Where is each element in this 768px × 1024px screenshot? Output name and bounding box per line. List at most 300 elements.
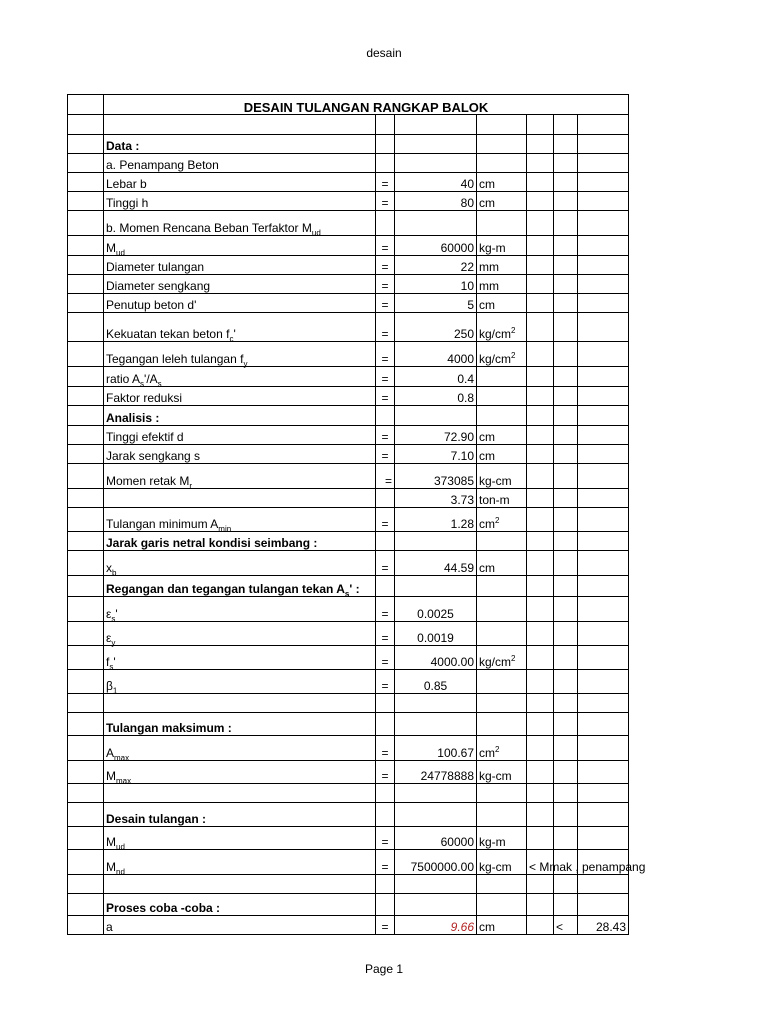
cell-h[interactable]	[578, 275, 629, 294]
row-label[interactable]	[104, 236, 376, 256]
cell-f[interactable]	[527, 313, 554, 342]
unit-cell[interactable]	[477, 154, 527, 173]
cell-g[interactable]	[554, 784, 578, 803]
cell-h[interactable]	[578, 294, 629, 313]
unit-cell[interactable]	[477, 576, 527, 597]
cell-unit[interactable]	[477, 875, 527, 894]
cell-value[interactable]	[395, 784, 477, 803]
value-cell[interactable]	[395, 236, 477, 256]
cell-h[interactable]	[578, 576, 629, 597]
cell-a[interactable]	[68, 367, 104, 387]
value-cell[interactable]	[395, 489, 477, 508]
cell-f[interactable]	[527, 894, 554, 916]
cell-a[interactable]	[68, 508, 104, 532]
cell-f[interactable]	[527, 211, 554, 236]
cell-f[interactable]	[527, 576, 554, 597]
cell-a[interactable]	[68, 736, 104, 761]
value-cell[interactable]	[395, 342, 477, 367]
cell-g[interactable]: <	[554, 916, 578, 935]
value-cell[interactable]	[395, 597, 477, 622]
cell-h[interactable]	[578, 597, 629, 622]
cell-a[interactable]	[68, 192, 104, 211]
cell-h[interactable]	[578, 622, 629, 646]
cell-f[interactable]	[527, 173, 554, 192]
cell-value[interactable]	[395, 875, 477, 894]
unit-cell[interactable]	[477, 850, 527, 875]
equals-cell[interactable]	[376, 406, 395, 426]
cell-a[interactable]	[68, 313, 104, 342]
cell-h[interactable]	[578, 464, 629, 489]
equals-cell[interactable]: =	[376, 508, 395, 532]
cell-a[interactable]	[68, 646, 104, 670]
unit-cell[interactable]	[477, 294, 527, 313]
cell-g[interactable]	[554, 135, 578, 154]
value-cell[interactable]	[395, 622, 477, 646]
cell-h[interactable]	[578, 236, 629, 256]
equals-cell[interactable]: =	[376, 313, 395, 342]
value-cell[interactable]	[395, 464, 477, 489]
value-cell[interactable]	[395, 387, 477, 406]
value-cell[interactable]	[395, 367, 477, 387]
cell-f[interactable]	[527, 784, 554, 803]
cell-g[interactable]	[554, 115, 578, 135]
cell-a[interactable]	[68, 576, 104, 597]
cell-f[interactable]	[527, 406, 554, 426]
cell-g[interactable]	[554, 736, 578, 761]
cell-h[interactable]	[578, 154, 629, 173]
unit-cell[interactable]	[477, 670, 527, 694]
equals-cell[interactable]: =	[376, 426, 395, 445]
cell-value[interactable]	[395, 694, 477, 713]
cell-h[interactable]	[578, 761, 629, 784]
row-label[interactable]	[104, 916, 376, 935]
cell-h[interactable]	[578, 875, 629, 894]
cell-g[interactable]	[554, 713, 578, 736]
cell-h[interactable]	[578, 445, 629, 464]
cell-h[interactable]	[578, 736, 629, 761]
cell-f[interactable]	[527, 294, 554, 313]
row-label[interactable]	[104, 489, 376, 508]
equals-cell[interactable]	[376, 803, 395, 827]
row-label[interactable]	[104, 313, 376, 342]
cell-f[interactable]	[527, 154, 554, 173]
value-cell[interactable]	[395, 670, 477, 694]
unit-cell[interactable]	[477, 508, 527, 532]
cell-g[interactable]	[554, 294, 578, 313]
cell-a[interactable]	[68, 694, 104, 713]
equals-cell[interactable]: =	[376, 367, 395, 387]
value-cell[interactable]	[395, 803, 477, 827]
value-cell[interactable]	[395, 154, 477, 173]
cell-g[interactable]	[554, 532, 578, 551]
cell-g[interactable]	[554, 489, 578, 508]
value-cell[interactable]	[395, 827, 477, 850]
cell-a[interactable]	[68, 622, 104, 646]
cell-h[interactable]	[578, 489, 629, 508]
value-cell[interactable]	[395, 275, 477, 294]
cell-g[interactable]	[554, 173, 578, 192]
equals-cell[interactable]	[376, 154, 395, 173]
equals-cell[interactable]: =	[376, 464, 395, 489]
cell-h[interactable]	[578, 694, 629, 713]
equals-cell[interactable]	[376, 894, 395, 916]
cell-a[interactable]	[68, 551, 104, 576]
unit-cell[interactable]	[477, 342, 527, 367]
cell-g[interactable]	[554, 464, 578, 489]
unit-cell[interactable]	[477, 464, 527, 489]
unit-cell[interactable]	[477, 256, 527, 275]
cell-g[interactable]	[554, 761, 578, 784]
equals-cell[interactable]	[376, 489, 395, 508]
sheet-title[interactable]: DESAIN TULANGAN RANGKAP BALOK	[104, 95, 629, 115]
cell-value[interactable]	[395, 115, 477, 135]
unit-cell[interactable]	[477, 275, 527, 294]
equals-cell[interactable]	[376, 211, 395, 236]
unit-cell[interactable]	[477, 489, 527, 508]
cell-a[interactable]	[68, 784, 104, 803]
cell-a[interactable]	[68, 464, 104, 489]
cell-a[interactable]	[68, 803, 104, 827]
unit-cell[interactable]	[477, 426, 527, 445]
cell-g[interactable]	[554, 342, 578, 367]
cell-h[interactable]	[578, 367, 629, 387]
cell-f[interactable]	[527, 761, 554, 784]
unit-cell[interactable]	[477, 192, 527, 211]
unit-cell[interactable]	[477, 803, 527, 827]
value-cell[interactable]	[395, 761, 477, 784]
cell-a[interactable]	[68, 173, 104, 192]
equals-cell[interactable]: =	[376, 646, 395, 670]
cell-a[interactable]	[68, 294, 104, 313]
cell-h[interactable]	[578, 784, 629, 803]
row-label[interactable]	[104, 551, 376, 576]
cell-h[interactable]: 28.43	[578, 916, 629, 935]
value-cell[interactable]	[395, 894, 477, 916]
cell-h[interactable]	[578, 803, 629, 827]
cell-h[interactable]	[578, 827, 629, 850]
equals-cell[interactable]: =	[376, 256, 395, 275]
cell-h[interactable]	[578, 551, 629, 576]
cell-f[interactable]	[527, 670, 554, 694]
cell-f[interactable]	[527, 115, 554, 135]
cell-f[interactable]	[527, 850, 646, 875]
row-label[interactable]	[104, 342, 376, 367]
cell-f[interactable]	[527, 532, 554, 551]
row-label[interactable]	[104, 827, 376, 850]
equals-cell[interactable]	[376, 135, 395, 154]
cell-eq[interactable]	[376, 115, 395, 135]
equals-cell[interactable]	[376, 532, 395, 551]
cell-g[interactable]	[554, 154, 578, 173]
cell-a[interactable]	[68, 115, 104, 135]
unit-cell[interactable]	[477, 211, 527, 236]
cell-f[interactable]	[527, 387, 554, 406]
cell-a[interactable]	[68, 894, 104, 916]
cell-f[interactable]	[527, 736, 554, 761]
unit-cell[interactable]	[477, 135, 527, 154]
row-label[interactable]	[104, 576, 376, 597]
cell-f[interactable]	[527, 694, 554, 713]
value-cell[interactable]	[395, 532, 477, 551]
unit-cell[interactable]	[477, 313, 527, 342]
cell-g[interactable]	[554, 875, 578, 894]
unit-cell[interactable]	[477, 713, 527, 736]
cell-g[interactable]	[554, 508, 578, 532]
row-label[interactable]	[104, 173, 376, 192]
equals-cell[interactable]: =	[376, 736, 395, 761]
row-label[interactable]	[104, 387, 376, 406]
cell-a[interactable]	[68, 713, 104, 736]
cell-g[interactable]	[554, 622, 578, 646]
cell-a[interactable]	[68, 761, 104, 784]
value-cell[interactable]	[395, 713, 477, 736]
unit-cell[interactable]	[477, 646, 527, 670]
equals-cell[interactable]: =	[376, 622, 395, 646]
cell-g[interactable]	[554, 426, 578, 445]
cell-a[interactable]	[68, 211, 104, 236]
cell-a[interactable]	[68, 236, 104, 256]
cell-a[interactable]	[68, 154, 104, 173]
row-label[interactable]	[104, 646, 376, 670]
cell-f[interactable]	[527, 275, 554, 294]
unit-cell[interactable]	[477, 445, 527, 464]
value-cell[interactable]	[395, 313, 477, 342]
unit-cell[interactable]	[477, 173, 527, 192]
equals-cell[interactable]	[376, 576, 395, 597]
cell-f[interactable]	[527, 426, 554, 445]
cell-g[interactable]	[554, 894, 578, 916]
equals-cell[interactable]: =	[376, 597, 395, 622]
value-cell[interactable]	[395, 211, 477, 236]
row-label[interactable]	[104, 622, 376, 646]
unit-cell[interactable]	[477, 387, 527, 406]
unit-cell[interactable]	[477, 827, 527, 850]
cell-f[interactable]	[527, 236, 554, 256]
cell-a[interactable]	[68, 342, 104, 367]
equals-cell[interactable]: =	[376, 294, 395, 313]
cell-label[interactable]	[104, 784, 376, 803]
unit-cell[interactable]	[477, 406, 527, 426]
cell-h[interactable]	[578, 211, 629, 236]
cell-a[interactable]	[68, 445, 104, 464]
cell-a[interactable]	[68, 135, 104, 154]
cell-f[interactable]	[527, 192, 554, 211]
value-cell[interactable]	[395, 294, 477, 313]
cell-a[interactable]	[68, 916, 104, 935]
row-label[interactable]	[104, 761, 376, 784]
unit-cell[interactable]	[477, 532, 527, 551]
value-cell[interactable]	[395, 256, 477, 275]
row-label[interactable]	[104, 736, 376, 761]
cell-g[interactable]	[554, 445, 578, 464]
cell-f[interactable]	[527, 367, 554, 387]
unit-cell[interactable]	[477, 551, 527, 576]
value-cell[interactable]	[395, 551, 477, 576]
value-cell[interactable]	[395, 406, 477, 426]
cell-h[interactable]	[578, 646, 629, 670]
row-label[interactable]	[104, 803, 376, 827]
row-label[interactable]	[104, 445, 376, 464]
row-label[interactable]	[104, 713, 376, 736]
cell-h[interactable]	[578, 256, 629, 275]
equals-cell[interactable]: =	[376, 551, 395, 576]
value-cell[interactable]	[395, 192, 477, 211]
cell-f[interactable]	[527, 256, 554, 275]
cell-h[interactable]	[578, 670, 629, 694]
cell-f[interactable]	[527, 622, 554, 646]
cell-g[interactable]	[554, 387, 578, 406]
cell-h[interactable]	[578, 406, 629, 426]
cell-a[interactable]	[68, 95, 104, 115]
cell-f[interactable]	[527, 551, 554, 576]
cell-f[interactable]	[527, 646, 554, 670]
cell-h[interactable]	[578, 532, 629, 551]
cell-a[interactable]	[68, 387, 104, 406]
cell-f[interactable]	[527, 713, 554, 736]
equals-cell[interactable]	[376, 713, 395, 736]
unit-cell[interactable]	[477, 916, 527, 935]
unit-cell[interactable]	[477, 761, 527, 784]
row-label[interactable]	[104, 406, 376, 426]
cell-a[interactable]	[68, 406, 104, 426]
row-label[interactable]	[104, 294, 376, 313]
cell-a[interactable]	[68, 850, 104, 875]
cell-a[interactable]	[68, 532, 104, 551]
cell-f[interactable]	[527, 445, 554, 464]
row-label[interactable]	[104, 192, 376, 211]
cell-h[interactable]	[578, 426, 629, 445]
cell-f[interactable]	[527, 803, 554, 827]
cell-g[interactable]	[554, 646, 578, 670]
row-label[interactable]	[104, 597, 376, 622]
cell-a[interactable]	[68, 827, 104, 850]
equals-cell[interactable]: =	[376, 850, 395, 875]
cell-g[interactable]	[554, 551, 578, 576]
value-cell[interactable]	[395, 916, 477, 935]
cell-f[interactable]	[527, 464, 554, 489]
cell-g[interactable]	[554, 236, 578, 256]
cell-a[interactable]	[68, 875, 104, 894]
value-cell[interactable]	[395, 576, 477, 597]
cell-h[interactable]	[578, 894, 629, 916]
value-cell[interactable]	[395, 736, 477, 761]
cell-g[interactable]	[554, 803, 578, 827]
value-cell[interactable]	[395, 426, 477, 445]
cell-f[interactable]	[527, 135, 554, 154]
unit-cell[interactable]	[477, 736, 527, 761]
cell-eq[interactable]	[376, 875, 395, 894]
cell-f[interactable]	[527, 597, 554, 622]
equals-cell[interactable]: =	[376, 387, 395, 406]
cell-g[interactable]	[554, 597, 578, 622]
value-cell[interactable]	[395, 646, 477, 670]
cell-g[interactable]	[554, 192, 578, 211]
cell-f[interactable]	[527, 508, 554, 532]
cell-unit[interactable]	[477, 694, 527, 713]
cell-eq[interactable]	[376, 784, 395, 803]
cell-g[interactable]	[554, 275, 578, 294]
cell-h[interactable]	[578, 713, 629, 736]
cell-g[interactable]	[554, 694, 578, 713]
equals-cell[interactable]: =	[376, 236, 395, 256]
cell-label[interactable]	[104, 875, 376, 894]
cell-a[interactable]	[68, 426, 104, 445]
row-label[interactable]	[104, 894, 376, 916]
cell-g[interactable]	[554, 313, 578, 342]
cell-a[interactable]	[68, 275, 104, 294]
cell-g[interactable]	[554, 576, 578, 597]
row-label[interactable]	[104, 256, 376, 275]
unit-cell[interactable]	[477, 622, 527, 646]
cell-h[interactable]	[578, 313, 629, 342]
cell-a[interactable]	[68, 256, 104, 275]
cell-h[interactable]	[578, 115, 629, 135]
unit-cell[interactable]	[477, 367, 527, 387]
row-label[interactable]	[104, 135, 376, 154]
row-label[interactable]	[104, 464, 376, 489]
row-label[interactable]	[104, 211, 376, 236]
equals-cell[interactable]: =	[376, 761, 395, 784]
equals-cell[interactable]: =	[376, 916, 395, 935]
unit-cell[interactable]	[477, 597, 527, 622]
cell-g[interactable]	[554, 211, 578, 236]
cell-f[interactable]	[527, 916, 554, 935]
cell-unit[interactable]	[477, 115, 527, 135]
cell-h[interactable]	[578, 135, 629, 154]
cell-g[interactable]	[554, 256, 578, 275]
cell-unit[interactable]	[477, 784, 527, 803]
row-label[interactable]	[104, 275, 376, 294]
cell-g[interactable]	[554, 670, 578, 694]
cell-a[interactable]	[68, 489, 104, 508]
equals-cell[interactable]: =	[376, 192, 395, 211]
value-cell[interactable]	[395, 173, 477, 192]
cell-label[interactable]	[104, 115, 376, 135]
cell-h[interactable]	[578, 173, 629, 192]
equals-cell[interactable]: =	[376, 173, 395, 192]
cell-a[interactable]	[68, 670, 104, 694]
cell-f[interactable]	[527, 489, 554, 508]
equals-cell[interactable]: =	[376, 670, 395, 694]
equals-cell[interactable]: =	[376, 445, 395, 464]
cell-eq[interactable]	[376, 694, 395, 713]
equals-cell[interactable]: =	[376, 827, 395, 850]
equals-cell[interactable]: =	[376, 342, 395, 367]
cell-h[interactable]	[578, 508, 629, 532]
cell-h[interactable]	[578, 192, 629, 211]
row-label[interactable]	[104, 850, 376, 875]
row-label[interactable]	[104, 367, 376, 387]
equals-cell[interactable]: =	[376, 275, 395, 294]
cell-f[interactable]	[527, 875, 554, 894]
cell-f[interactable]	[527, 827, 554, 850]
unit-cell[interactable]	[477, 894, 527, 916]
unit-cell[interactable]	[477, 236, 527, 256]
row-label[interactable]	[104, 532, 376, 551]
cell-f[interactable]	[527, 342, 554, 367]
value-cell[interactable]	[395, 135, 477, 154]
row-label[interactable]	[104, 670, 376, 694]
cell-label[interactable]	[104, 694, 376, 713]
value-cell[interactable]	[395, 508, 477, 532]
cell-a[interactable]	[68, 597, 104, 622]
cell-h[interactable]	[578, 342, 629, 367]
value-cell[interactable]	[395, 850, 477, 875]
cell-g[interactable]	[554, 827, 578, 850]
cell-h[interactable]	[578, 387, 629, 406]
row-label[interactable]	[104, 154, 376, 173]
cell-g[interactable]	[554, 367, 578, 387]
